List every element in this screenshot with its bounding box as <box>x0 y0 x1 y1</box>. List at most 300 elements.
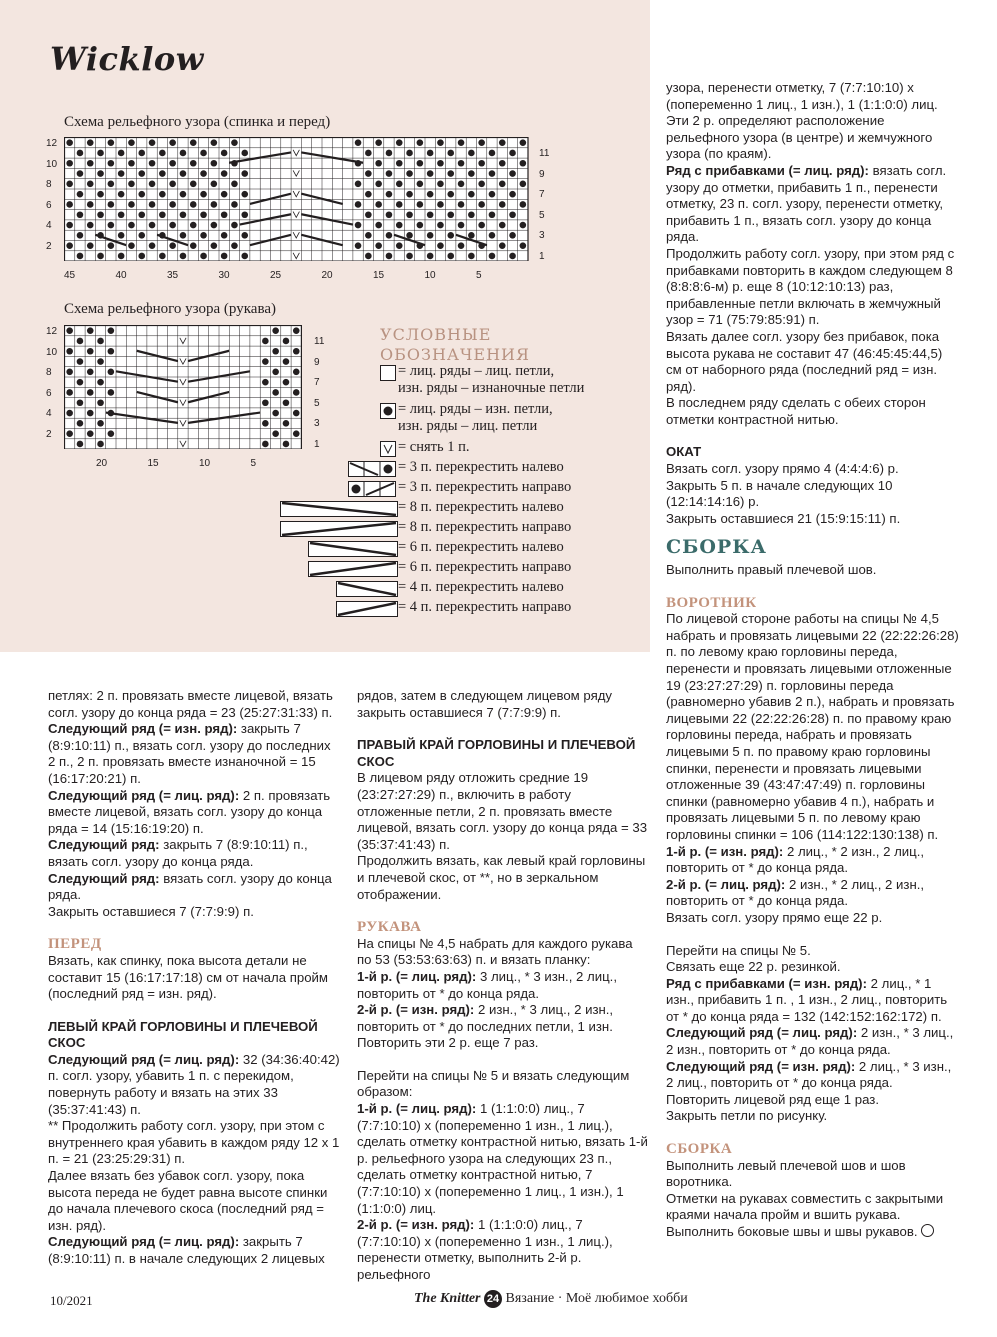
purl-dot <box>190 160 197 167</box>
purl-dot <box>447 232 454 239</box>
purl-dot <box>365 232 372 239</box>
dot-cell-icon <box>380 403 396 419</box>
purl-dot <box>190 139 197 146</box>
purl-dot <box>77 191 84 198</box>
purl-dot <box>417 201 424 208</box>
paragraph: Выполнить левый плечевой шов и шов воротника. <box>666 1157 906 1190</box>
purl-dot <box>489 253 496 260</box>
purl-dot <box>468 191 475 198</box>
purl-dot <box>231 222 238 229</box>
purl-dot <box>128 201 135 208</box>
row-number: 7 <box>314 377 320 389</box>
row-number: 3 <box>314 418 320 430</box>
column-number: 10 <box>424 270 436 281</box>
purl-dot <box>396 160 403 167</box>
legend-item-6-left <box>280 539 640 559</box>
purl-dot <box>97 150 104 157</box>
legend-item-3-left <box>280 459 640 479</box>
purl-dot <box>489 211 496 218</box>
purl-dot <box>386 232 393 239</box>
purl-dot <box>77 253 84 260</box>
row-number: 9 <box>314 356 320 368</box>
purl-dot <box>386 170 393 177</box>
legend-text: изн. ряды – изнаночные петли <box>398 380 585 396</box>
page-number: 24 <box>484 1290 502 1308</box>
purl-dot <box>447 191 454 198</box>
paragraph: 2 лиц., * 1 изн., прибавить 1 п. , 1 изн., 2 лиц., повторить от * до конца ряда = 132 (142:152:162:172) п. <box>666 975 948 1024</box>
purl-dot <box>159 211 166 218</box>
paragraph: Перейти на спицы № 5. <box>666 942 811 958</box>
paragraph: Продолжить вязать, как левый край горловины и плечевой скос, от **, но в зеркальном отображении. <box>357 853 646 902</box>
purl-dot <box>520 139 527 146</box>
row-number: 8 <box>46 179 52 191</box>
purl-dot <box>200 211 207 218</box>
purl-dot <box>190 242 197 249</box>
purl-dot <box>138 170 145 177</box>
purl-dot <box>97 170 104 177</box>
purl-dot <box>66 327 73 334</box>
purl-dot <box>437 222 444 229</box>
bold-lead: Следующий ряд: <box>48 870 160 886</box>
legend-text: = 3 п. перекрестить направо <box>398 479 572 495</box>
purl-dot <box>211 201 218 208</box>
paragraph: В последнем ряду сделать с обеих сторон отметки контрастной нитью. <box>666 395 926 427</box>
column-number: 5 <box>476 270 482 281</box>
purl-dot <box>97 441 104 448</box>
purl-dot <box>221 150 228 157</box>
purl-dot <box>128 181 135 188</box>
purl-dot <box>87 348 94 355</box>
row-number: 4 <box>46 220 52 232</box>
purl-dot <box>211 222 218 229</box>
purl-dot <box>118 150 125 157</box>
purl-dot <box>447 253 454 260</box>
section-heading-assembly: СБОРКА <box>666 536 767 559</box>
legend-text: = снять 1 п. <box>398 439 470 455</box>
purl-dot <box>149 242 156 249</box>
purl-dot <box>87 389 94 396</box>
purl-dot <box>87 181 94 188</box>
row-number: 1 <box>539 251 545 262</box>
purl-dot <box>355 222 362 229</box>
paragraph: Выполнить правый плечевой шов. <box>666 562 877 578</box>
bold-lead: 2-й р. (= лиц. ряд): <box>666 876 786 892</box>
legend-item-knit <box>280 363 640 401</box>
section-heading-collar: ВОРОТНИК <box>666 594 757 611</box>
purl-dot <box>447 211 454 218</box>
main-stitch-chart <box>64 137 530 261</box>
purl-dot <box>97 191 104 198</box>
bold-lead: Ряд с прибавками (= лиц. ряд): <box>666 162 869 178</box>
purl-dot <box>180 253 187 260</box>
purl-dot <box>97 253 104 260</box>
purl-dot <box>396 222 403 229</box>
purl-dot <box>262 379 269 386</box>
purl-dot <box>417 160 424 167</box>
purl-dot <box>66 222 73 229</box>
legend-item-6-right <box>280 559 640 579</box>
paragraph: Повторить лицевой ряд еще 1 раз. <box>666 1091 880 1107</box>
purl-dot <box>447 150 454 157</box>
legend-text: = 6 п. перекрестить направо <box>398 559 572 575</box>
section-heading-front: ПЕРЕД <box>48 936 102 953</box>
purl-dot <box>138 232 145 239</box>
purl-dot <box>66 201 73 208</box>
legend-item-slip <box>280 439 640 459</box>
row-number: 5 <box>539 209 545 221</box>
purl-dot <box>499 139 506 146</box>
purl-dot <box>241 170 248 177</box>
bold-lead: Ряд с прибавками (= изн. ряд): <box>666 975 867 991</box>
purl-dot <box>468 150 475 157</box>
row-number: 10 <box>46 346 58 358</box>
purl-dot <box>66 369 73 376</box>
purl-dot <box>478 160 485 167</box>
purl-dot <box>272 369 279 376</box>
paragraph: 2 изн., * 3 лиц., 2 изн., повторить от * до последних петли, 1 изн. Повторить эти 2 р. еще 7 раз. <box>357 1002 614 1051</box>
purl-dot <box>169 160 176 167</box>
purl-dot <box>108 369 115 376</box>
purl-dot <box>108 222 115 229</box>
purl-dot <box>272 410 279 417</box>
purl-dot <box>108 327 115 334</box>
cross-4-right-icon <box>336 601 398 617</box>
purl-dot <box>375 242 382 249</box>
purl-dot <box>241 191 248 198</box>
bold-lead: Следующий ряд (= изн. ряд): <box>48 721 238 737</box>
purl-dot <box>77 170 84 177</box>
section-heading-cap: ОКАТ <box>666 444 702 460</box>
paragraph: В лицевом ряду отложить средние 19 (23:27:27:29) п., включить в работу отложенные петли, 2 п. провязать вместе лицевой, вязать согл. узору до конца ряда = 33 (35:37:41:43) п. <box>357 770 648 852</box>
purl-dot <box>77 420 84 427</box>
text-column-1 <box>48 688 340 1268</box>
purl-dot <box>355 139 362 146</box>
bold-lead: Следующий ряд (= изн. ряд): <box>666 1058 856 1074</box>
purl-dot <box>365 150 372 157</box>
column-number: 25 <box>270 270 282 281</box>
purl-dot <box>138 191 145 198</box>
purl-dot <box>97 420 104 427</box>
purl-dot <box>262 441 269 448</box>
purl-dot <box>108 430 115 437</box>
purl-dot <box>149 160 156 167</box>
paragraph: 2 лиц., * 2 изн., 2 лиц., повторить от * до конца ряда. <box>666 843 925 876</box>
purl-dot <box>499 201 506 208</box>
purl-dot <box>66 389 73 396</box>
purl-dot <box>509 150 516 157</box>
paragraph: петлях: 2 п. провязать вместе лицевой, вязать согл. узору до конца ряда = 23 (25:27:31:33) п. <box>48 688 333 720</box>
bold-lead: Следующий ряд: <box>48 837 160 853</box>
purl-dot <box>118 191 125 198</box>
column-number: 40 <box>115 270 127 281</box>
purl-dot <box>138 253 145 260</box>
purl-dot <box>499 222 506 229</box>
purl-dot <box>468 170 475 177</box>
purl-dot <box>365 191 372 198</box>
footer-masthead <box>414 1290 688 1308</box>
purl-dot <box>87 222 94 229</box>
row-number: 10 <box>46 158 58 170</box>
purl-dot <box>128 139 135 146</box>
purl-dot <box>386 253 393 260</box>
column-number: 35 <box>167 270 179 281</box>
paragraph: 3 лиц., * 3 изн., 2 лиц., повторить от * до конца ряда. <box>357 968 617 1001</box>
purl-dot <box>468 211 475 218</box>
purl-dot <box>221 253 228 260</box>
purl-dot <box>478 181 485 188</box>
row-number: 11 <box>314 336 325 347</box>
purl-dot <box>200 150 207 157</box>
purl-dot <box>417 222 424 229</box>
purl-dot <box>66 348 73 355</box>
purl-dot <box>211 139 218 146</box>
purl-dot <box>66 139 73 146</box>
legend-text: изн. ряды – лиц. петли <box>398 418 538 434</box>
purl-dot <box>159 150 166 157</box>
purl-dot <box>231 201 238 208</box>
purl-dot <box>118 232 125 239</box>
paragraph: 1 (1:1:0:0) лиц., 7 (7:7:10:10) х (попеременно 1 изн., 1 лиц.), перенести отметку, выполнить 2-й р. рельефного <box>357 1217 613 1282</box>
purl-dot <box>200 253 207 260</box>
purl-dot <box>375 201 382 208</box>
purl-dot <box>118 170 125 177</box>
bold-lead: 1-й р. (= лиц. ряд): <box>357 1101 477 1117</box>
column-number: 20 <box>96 458 108 469</box>
purl-dot <box>108 139 115 146</box>
magazine-subtitle: Вязание · Моё любимое хобби <box>505 1291 688 1306</box>
purl-dot <box>478 201 485 208</box>
purl-dot <box>169 222 176 229</box>
row-number: 11 <box>539 148 550 159</box>
paragraph: Вязать далее согл. узору без прибавок, пока высота рукава не составит 47 (46:45:45:44,5) см от наборного ряда (последний ряд = изн. ряд). <box>666 328 943 394</box>
purl-dot <box>386 150 393 157</box>
row-number: 7 <box>539 189 545 201</box>
legend-text: = лиц. ряды – изн. петли, <box>398 401 553 417</box>
purl-dot <box>97 211 104 218</box>
legend-title <box>380 325 530 365</box>
cross-8-right-icon <box>280 521 398 537</box>
legend-item-3-right <box>280 479 640 499</box>
legend-item-8-right <box>280 519 640 539</box>
purl-dot <box>87 327 94 334</box>
purl-dot <box>66 430 73 437</box>
bold-lead: Следующий ряд (= лиц. ряд): <box>48 1234 240 1250</box>
legend-text: = 4 п. перекрестить налево <box>398 579 564 595</box>
paragraph: 2 п. провязать вместе лицевой, вязать согл. узору до конца ряда = 14 (15:16:19:20) п. <box>48 787 331 836</box>
empty-cell-icon <box>380 365 396 381</box>
purl-dot <box>190 222 197 229</box>
purl-dot <box>149 181 156 188</box>
pattern-title: Wicklow <box>50 40 204 78</box>
paragraph: Далее вязать без убавок согл. узору, пока высота переда не будет равна высоте спинки до начала плечевого скоса (последний ряд = изн. ряд). <box>48 1168 328 1233</box>
bold-lead: Следующий ряд (= лиц. ряд): <box>48 1051 240 1067</box>
paragraph: 2 изн., * 3 лиц., 2 изн., повторить от * до конца ряда. <box>666 1025 954 1058</box>
purl-dot <box>499 181 506 188</box>
paragraph: 1 (1:1:0:0) лиц., 7 (7:7:10:10) х (попеременно 1 изн., 1 лиц.), сделать отметку контрастной нитью, вязать 1-й р. рельефного узора на следующих 23 п., сделать отметку контрастной нитью, 7 (7:7:10:10) х (попеременно 1 лиц., 1 изн.), 1 (1:1:0:0) лиц. <box>357 1101 648 1216</box>
purl-dot <box>520 242 527 249</box>
legend-item-purl <box>280 401 640 439</box>
purl-dot <box>97 399 104 406</box>
end-mark-icon <box>921 1224 934 1237</box>
bold-lead: 2-й р. (= изн. ряд): <box>357 1002 475 1018</box>
paragraph: вязать согл. узору до отметки, прибавить 1 п., перенести отметку, 23 п. согл. узору, перенести отметку, прибавить 1 п., вязать согл. узору до конца ряда. <box>666 162 947 245</box>
main-chart-title: Схема рельефного узора (спинка и перед) <box>64 114 331 130</box>
purl-dot <box>355 201 362 208</box>
purl-dot <box>272 430 279 437</box>
cross-4-left-icon <box>336 581 398 597</box>
purl-dot <box>437 160 444 167</box>
purl-dot <box>262 399 269 406</box>
purl-dot <box>108 348 115 355</box>
purl-dot <box>180 211 187 218</box>
paragraph: По лицевой стороне работы на спицы № 4,5 набрать и провязать лицевыми 22 (22:22:26:28) п. по левому краю горловины переда, перенести и провязать лицевыми отложенные 19 (23:27:27:29) п. горловины переда (равномерно убавив 2 п.), набрать и провязать лицевыми 22 (22:22:26:28) п. по правому краю горловины переда, набрать и провязать лицевыми 5 п. по правому краю горловины спинки, перенести и провязать лицевыми отложенные 39 (43:47:47:49) п. горловины спинки (равномерно убавив 4 п.), набрать и провязать лицевыми 5 п. по левому краю горловины спинки = 106 (114:122:130:138) п. <box>666 611 959 842</box>
purl-dot <box>478 222 485 229</box>
purl-dot <box>509 211 516 218</box>
purl-dot <box>396 139 403 146</box>
purl-dot <box>355 242 362 249</box>
purl-dot <box>365 211 372 218</box>
purl-dot <box>437 242 444 249</box>
purl-dot <box>66 242 73 249</box>
purl-dot <box>406 150 413 157</box>
bold-lead: Следующий ряд (= лиц. ряд): <box>48 787 240 803</box>
paragraph: Перейти на спицы № 5 и вязать следующим образом: <box>357 1067 630 1100</box>
paragraph: закрыть 7 (8:9:10:11) п., вязать согл. узору до последних 2 п., 2 п. провязать вместе изнаночной = 15 (16:17:20:21) п. <box>48 721 331 786</box>
purl-dot <box>149 222 156 229</box>
paragraph: закрыть 7 (8:9:10:11) п., вязать согл. узору до конца ряда. <box>48 837 308 869</box>
column-number: 45 <box>64 270 76 281</box>
issue-date: 10/2021 <box>50 1293 93 1308</box>
purl-dot <box>87 369 94 376</box>
legend-text: = 6 п. перекрестить налево <box>398 539 564 555</box>
purl-dot <box>509 170 516 177</box>
purl-dot <box>427 211 434 218</box>
purl-dot <box>458 242 465 249</box>
purl-dot <box>200 170 207 177</box>
legend-title-line-2: ОБОЗНАЧЕНИЯ <box>380 345 530 364</box>
paragraph: закрыть 7 (8:9:10:11) п. в начале следующих 2 лицевых <box>48 1234 325 1266</box>
purl-dot <box>406 191 413 198</box>
purl-dot <box>283 338 290 345</box>
legend-text: = лиц. ряды – лиц. петли, <box>398 363 555 379</box>
purl-dot <box>211 181 218 188</box>
paragraph: узора, перенести отметку, 7 (7:7:10:10) х (попеременно 1 лиц., 1 изн.), 1 (1:1:0:0) лиц. Эти 2 р. определяют расположение рельефного узора (в центре) и жемчужного узора (по краям). <box>666 80 938 162</box>
paragraph: Закрыть оставшиеся 7 (7:7:9:9) п. <box>48 903 254 919</box>
purl-dot <box>458 201 465 208</box>
purl-dot <box>66 181 73 188</box>
purl-dot <box>77 232 84 239</box>
purl-dot <box>365 170 372 177</box>
row-number: 6 <box>46 387 52 399</box>
section-heading-sleeves: РУКАВА <box>357 919 422 936</box>
purl-dot <box>427 232 434 239</box>
bold-lead: 1-й р. (= лиц. ряд): <box>357 968 477 984</box>
purl-dot <box>190 181 197 188</box>
row-number: 9 <box>539 168 545 180</box>
purl-dot <box>489 170 496 177</box>
purl-dot <box>190 201 197 208</box>
purl-dot <box>520 222 527 229</box>
legend-text: = 4 п. перекрестить направо <box>398 599 572 615</box>
sleeve-stitch-chart <box>64 325 302 449</box>
purl-dot <box>77 358 84 365</box>
purl-dot <box>87 242 94 249</box>
purl-dot <box>437 181 444 188</box>
purl-dot <box>386 191 393 198</box>
purl-dot <box>87 139 94 146</box>
paragraph: 2 изн., * 2 лиц., 2 изн., повторить от * до конца ряда. <box>666 876 925 909</box>
paragraph: ** Продолжить работу согл. узору, при этом с внутреннего края убавить в каждом ряду 12 х 1 п. = 21 (23:25:29:31) п. <box>48 1118 340 1167</box>
text-column-3 <box>666 80 960 1241</box>
bold-lead: Следующий ряд (= лиц. ряд): <box>666 1025 858 1041</box>
purl-dot <box>427 191 434 198</box>
purl-dot <box>180 191 187 198</box>
legend-text: = 8 п. перекрестить налево <box>398 499 564 515</box>
row-number: 6 <box>46 199 52 211</box>
purl-dot <box>375 181 382 188</box>
purl-dot <box>108 160 115 167</box>
row-number: 12 <box>46 326 58 337</box>
purl-dot <box>478 139 485 146</box>
paragraph: На спицы № 4,5 набрать для каждого рукава по 53 (53:53:63:63) п. и вязать планку: <box>357 935 633 968</box>
purl-dot <box>489 191 496 198</box>
purl-dot <box>458 181 465 188</box>
paragraph: Вязать согл. узору прямо 4 (4:4:4:6) р. <box>666 461 899 477</box>
paragraph: Связать еще 22 р. резинкой. <box>666 959 841 975</box>
cross-3-right-icon <box>348 481 396 497</box>
purl-dot <box>97 358 104 365</box>
purl-dot <box>489 232 496 239</box>
purl-dot <box>87 430 94 437</box>
purl-dot <box>520 181 527 188</box>
purl-dot <box>447 170 454 177</box>
column-number: 15 <box>147 458 159 469</box>
purl-dot <box>108 181 115 188</box>
purl-dot <box>396 242 403 249</box>
purl-dot <box>200 232 207 239</box>
purl-dot <box>262 338 269 345</box>
purl-dot <box>293 348 300 355</box>
purl-dot <box>241 150 248 157</box>
row-number: 3 <box>539 230 545 242</box>
purl-dot <box>509 191 516 198</box>
purl-dot <box>272 389 279 396</box>
purl-dot <box>221 170 228 177</box>
row-number: 2 <box>46 429 52 440</box>
purl-dot <box>108 389 115 396</box>
purl-dot <box>241 232 248 239</box>
row-number: 4 <box>46 408 52 420</box>
paragraph: Закрыть петли по рисунку. <box>666 1108 828 1124</box>
legend-title-line-1: УСЛОВНЫЕ <box>380 325 492 344</box>
bold-lead: 2-й р. (= изн. ряд): <box>357 1217 475 1233</box>
purl-dot <box>128 242 135 249</box>
purl-dot <box>262 358 269 365</box>
purl-dot <box>231 242 238 249</box>
purl-dot <box>355 181 362 188</box>
purl-dot <box>293 327 300 334</box>
purl-dot <box>520 160 527 167</box>
purl-dot <box>231 139 238 146</box>
paragraph: Отметки на рукавах совместить с закрытыми краями начала пройм и вшить рукава. Выполнить боковые швы и швы рукавов. <box>666 1190 944 1239</box>
slip-stitch-icon <box>380 441 396 457</box>
purl-dot <box>87 410 94 417</box>
purl-dot <box>180 232 187 239</box>
purl-dot <box>489 150 496 157</box>
purl-dot <box>159 253 166 260</box>
purl-dot <box>231 181 238 188</box>
cross-8-left-icon <box>280 501 398 517</box>
